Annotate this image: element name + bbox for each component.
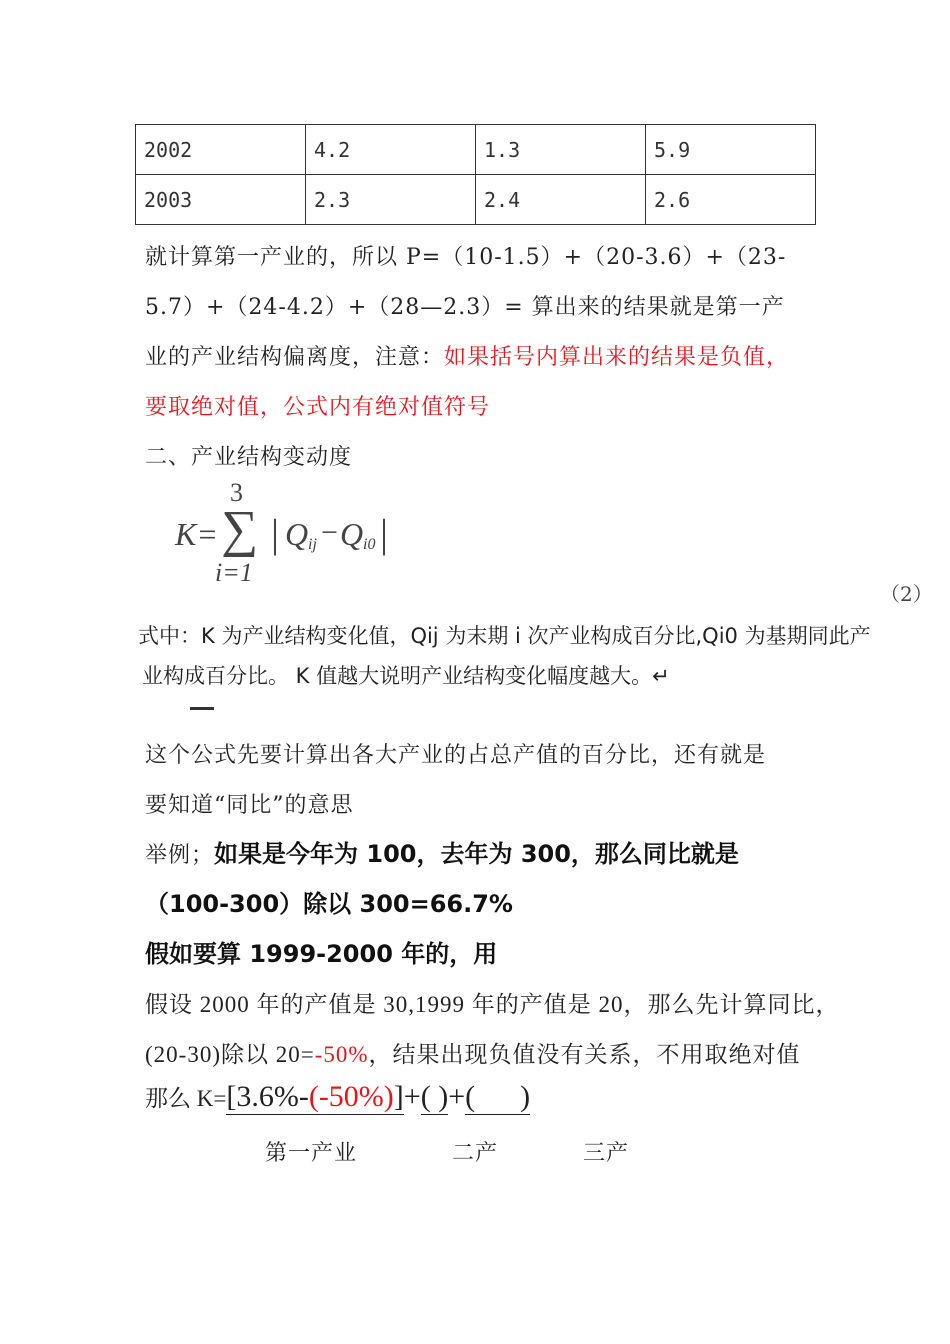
data-table (135, 124, 816, 225)
negative-value: -50% (314, 1042, 369, 1067)
warning-text: 如果括号内算出来的结果是负值， (444, 345, 790, 370)
sum-lower-limit: i=1 (215, 558, 253, 587)
table-cell: 2.3 (306, 175, 476, 225)
example-bold: 如果是今年为 100，去年为 300，那么同比就是 (214, 840, 739, 868)
paragraph-text: ，结果出现负值没有关系，不用取绝对值 (368, 1042, 801, 1067)
table-row (136, 125, 816, 175)
warning-text: 要取绝对值，公式内有绝对值符号 (145, 395, 491, 420)
k-value: 3.6%- (236, 1080, 309, 1113)
q-subscript: ij (308, 536, 317, 553)
paragraph-text: (20-30)除以 20= (145, 1042, 315, 1067)
table-cell: 1.3 (476, 125, 646, 175)
q-subscript: i0 (363, 536, 376, 553)
paragraph-line: 5.7）+（24-4.2）+（28—2.3）= 算出来的结果就是第一产 (145, 295, 785, 320)
plus-sign: + (403, 1080, 421, 1113)
note-line: 式中：K 为产业结构变化值，Qij 为末期 i 次产业构成百分比,Qi0 为基期同此产 (138, 624, 871, 648)
table-cell: 2.4 (476, 175, 646, 225)
clipped-fragment (190, 706, 270, 712)
table-cell: 2002 (136, 125, 306, 175)
sigma-symbol: ∑ (221, 501, 259, 558)
example-bold: 假如要算 1999-2000 年的，用 (145, 940, 498, 968)
formula-k (175, 478, 415, 588)
k-expression (145, 1080, 530, 1115)
note-line: 业构成百分比。 K 值越大说明产业结构变化幅度越大。↵ (142, 664, 670, 688)
paragraph-line (145, 1036, 801, 1069)
abs-bar-close: | (380, 511, 389, 556)
blank-paren: ( ) (420, 1080, 449, 1113)
abs-bar-open: | (271, 511, 280, 556)
paragraph-line: 假设 2000 年的产值是 30,1999 年的产值是 20，那么先计算同比， (145, 992, 840, 1017)
paragraph-line: 这个公式先要计算出各大产业的占总产值的百分比，还有就是 (145, 743, 767, 768)
q-term: Q (285, 516, 309, 552)
table-cell: 2.6 (646, 175, 816, 225)
section-heading: 二、产业结构变动度 (145, 445, 353, 470)
sum-upper-limit: 3 (230, 478, 243, 507)
equation-number: （2） (880, 582, 933, 606)
example-bold: （100-300）除以 300=66.7% (145, 890, 513, 918)
example-line (145, 834, 739, 869)
blank-paren: ( ) (465, 1080, 531, 1113)
paragraph-line (145, 340, 789, 371)
paragraph-text: 业的产业结构偏离度，注意： (145, 345, 445, 370)
industry-label: 第一产业 (265, 1141, 358, 1166)
paragraph-line: 就计算第一产业的，所以 P=（10-1.5）+（20-3.6）+（23- (145, 245, 787, 270)
minus-sign: − (321, 516, 338, 549)
table-row (136, 175, 816, 225)
paragraph-line: 要知道“同比”的意思 (145, 793, 354, 818)
k-negative-value: (-50%) (308, 1080, 394, 1113)
table-cell: 5.9 (646, 125, 816, 175)
plus-sign: + (448, 1080, 466, 1113)
table-cell: 4.2 (306, 125, 476, 175)
bracket-open: [ (226, 1080, 237, 1113)
q-term: Q (340, 516, 364, 552)
bracket-close: ] (393, 1080, 404, 1113)
industry-label: 二产 (452, 1141, 499, 1166)
industry-label: 三产 (583, 1141, 630, 1166)
formula-lhs: K= (175, 516, 218, 552)
table-cell: 2003 (136, 175, 306, 225)
k-prefix: 那么 K= (145, 1086, 227, 1111)
example-prefix: 举例； (145, 843, 215, 868)
